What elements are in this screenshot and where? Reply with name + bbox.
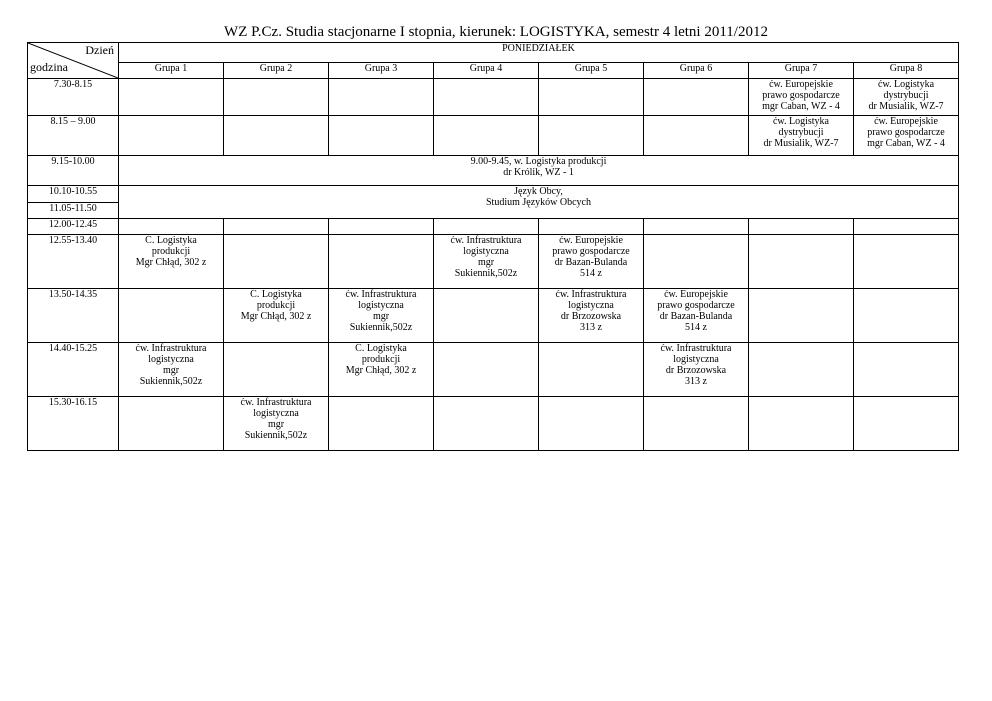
hour-cell: 15.30-16.15 — [28, 397, 119, 451]
hour-cell: 7.30-8.15 — [28, 79, 119, 116]
hour-cell: 12.00-12.45 — [28, 219, 119, 235]
table-row — [28, 79, 959, 116]
table-row — [28, 343, 959, 397]
class-cell — [749, 116, 854, 156]
hour-cell: 11.05-11.50 — [28, 203, 119, 219]
empty-cell — [749, 397, 854, 451]
hour-cell: 13.50-14.35 — [28, 289, 119, 343]
schedule-table — [27, 42, 959, 451]
table-row — [28, 186, 959, 203]
empty-cell — [119, 116, 224, 156]
empty-cell — [329, 116, 434, 156]
header-row-groups — [28, 63, 959, 79]
language-cell — [119, 186, 959, 219]
day-header: PONIEDZIAŁEK — [119, 43, 959, 63]
empty-cell — [434, 79, 539, 116]
empty-cell — [329, 79, 434, 116]
hour-cell: 8.15 – 9.00 — [28, 116, 119, 156]
empty-cell — [329, 219, 434, 235]
empty-cell — [749, 219, 854, 235]
class-cell — [854, 116, 959, 156]
empty-cell — [854, 235, 959, 289]
class-text: ćw. Infrastruktura logistyczna dr Brzozowska 313 z — [660, 343, 732, 387]
class-text: ćw. Infrastruktura logistyczna mgr Sukiennik,502z — [240, 397, 312, 441]
class-text: ćw. Infrastruktura logistyczna mgr Sukiennik,502z — [450, 235, 522, 279]
empty-cell — [539, 79, 644, 116]
table-row — [28, 219, 959, 235]
empty-cell — [854, 219, 959, 235]
class-text: Ć. Logistyka produkcji Mgr Chłąd, 302 z — [345, 343, 417, 376]
empty-cell — [539, 343, 644, 397]
corner-hour-label: godzina — [30, 60, 68, 74]
empty-cell — [434, 397, 539, 451]
corner-day-label: Dzień — [85, 43, 114, 57]
class-text: ćw. Logistyka dystrybucji dr Musialik, WZ-7 — [868, 79, 944, 112]
group-header: Grupa 8 — [854, 63, 959, 79]
empty-cell — [329, 235, 434, 289]
table-row — [28, 397, 959, 451]
group-header: Grupa 7 — [749, 63, 854, 79]
group-header: Grupa 5 — [539, 63, 644, 79]
empty-cell — [644, 219, 749, 235]
group-header: Grupa 3 — [329, 63, 434, 79]
table-row — [28, 116, 959, 156]
table-row — [28, 289, 959, 343]
empty-cell — [119, 79, 224, 116]
language-text: Język Obcy, Studium Języków Obcych — [486, 186, 591, 208]
document-title: WZ P.Cz. Studia stacjonarne I stopnia, kierunek: LOGISTYKA, semestr 4 letni 2011/2012 — [224, 24, 768, 40]
empty-cell — [119, 397, 224, 451]
class-text: Ć. Logistyka produkcji Mgr Chłąd, 302 z — [240, 289, 312, 322]
class-cell — [644, 343, 749, 397]
class-cell — [119, 343, 224, 397]
group-header: Grupa 1 — [119, 63, 224, 79]
empty-cell — [749, 343, 854, 397]
empty-cell — [854, 343, 959, 397]
group-header: Grupa 2 — [224, 63, 329, 79]
empty-cell — [119, 219, 224, 235]
empty-cell — [434, 289, 539, 343]
empty-cell — [854, 397, 959, 451]
empty-cell — [224, 235, 329, 289]
hour-cell: 14.40-15.25 — [28, 343, 119, 397]
empty-cell — [539, 219, 644, 235]
empty-cell — [749, 235, 854, 289]
empty-cell — [854, 289, 959, 343]
class-text: ćw. Infrastruktura logistyczna dr Brzozowska 313 z — [555, 289, 627, 333]
class-cell — [119, 235, 224, 289]
empty-cell — [434, 219, 539, 235]
class-text: ćw. Europejskie prawo gospodarcze dr Bazan-Bulanda 514 z — [552, 235, 630, 279]
lecture-text: 9.00-9.45, w. Logistyka produkcji dr Królik, WZ - 1 — [470, 156, 607, 178]
empty-cell — [434, 343, 539, 397]
empty-cell — [539, 397, 644, 451]
class-cell — [329, 289, 434, 343]
empty-cell — [749, 289, 854, 343]
class-cell — [434, 235, 539, 289]
empty-cell — [224, 116, 329, 156]
hour-cell: 9.15-10.00 — [28, 156, 119, 186]
class-cell — [854, 79, 959, 116]
class-cell — [329, 343, 434, 397]
group-header: Grupa 4 — [434, 63, 539, 79]
empty-cell — [644, 235, 749, 289]
empty-cell — [224, 219, 329, 235]
class-text: ćw. Infrastruktura logistyczna mgr Sukiennik,502z — [135, 343, 207, 387]
table-row — [28, 156, 959, 186]
header-row-day — [28, 43, 959, 63]
group-header: Grupa 6 — [644, 63, 749, 79]
class-cell — [749, 79, 854, 116]
class-cell — [224, 289, 329, 343]
class-cell — [644, 289, 749, 343]
class-cell — [224, 397, 329, 451]
empty-cell — [224, 343, 329, 397]
class-text: ćw. Infrastruktura logistyczna mgr Sukiennik,502z — [345, 289, 417, 333]
class-cell — [539, 289, 644, 343]
hour-cell: 12.55-13.40 — [28, 235, 119, 289]
empty-cell — [539, 116, 644, 156]
empty-cell — [434, 116, 539, 156]
hour-cell: 10.10-10.55 — [28, 186, 119, 203]
class-text: ćw. Europejskie prawo gospodarcze mgr Caban, WZ - 4 — [867, 116, 945, 149]
class-text: ćw. Europejskie prawo gospodarcze dr Bazan-Bulanda 514 z — [657, 289, 735, 333]
class-cell — [539, 235, 644, 289]
empty-cell — [644, 79, 749, 116]
lecture-cell — [119, 156, 959, 186]
class-text: ćw. Logistyka dystrybucji dr Musialik, WZ-7 — [763, 116, 839, 149]
empty-cell — [644, 397, 749, 451]
table-row — [28, 235, 959, 289]
empty-cell — [329, 397, 434, 451]
class-text: ćw. Europejskie prawo gospodarcze mgr Caban, WZ - 4 — [762, 79, 840, 112]
empty-cell — [644, 116, 749, 156]
empty-cell — [119, 289, 224, 343]
empty-cell — [224, 79, 329, 116]
corner-header-cell — [28, 43, 119, 79]
class-text: Ć. Logistyka produkcji Mgr Chłąd, 302 z — [135, 235, 207, 268]
